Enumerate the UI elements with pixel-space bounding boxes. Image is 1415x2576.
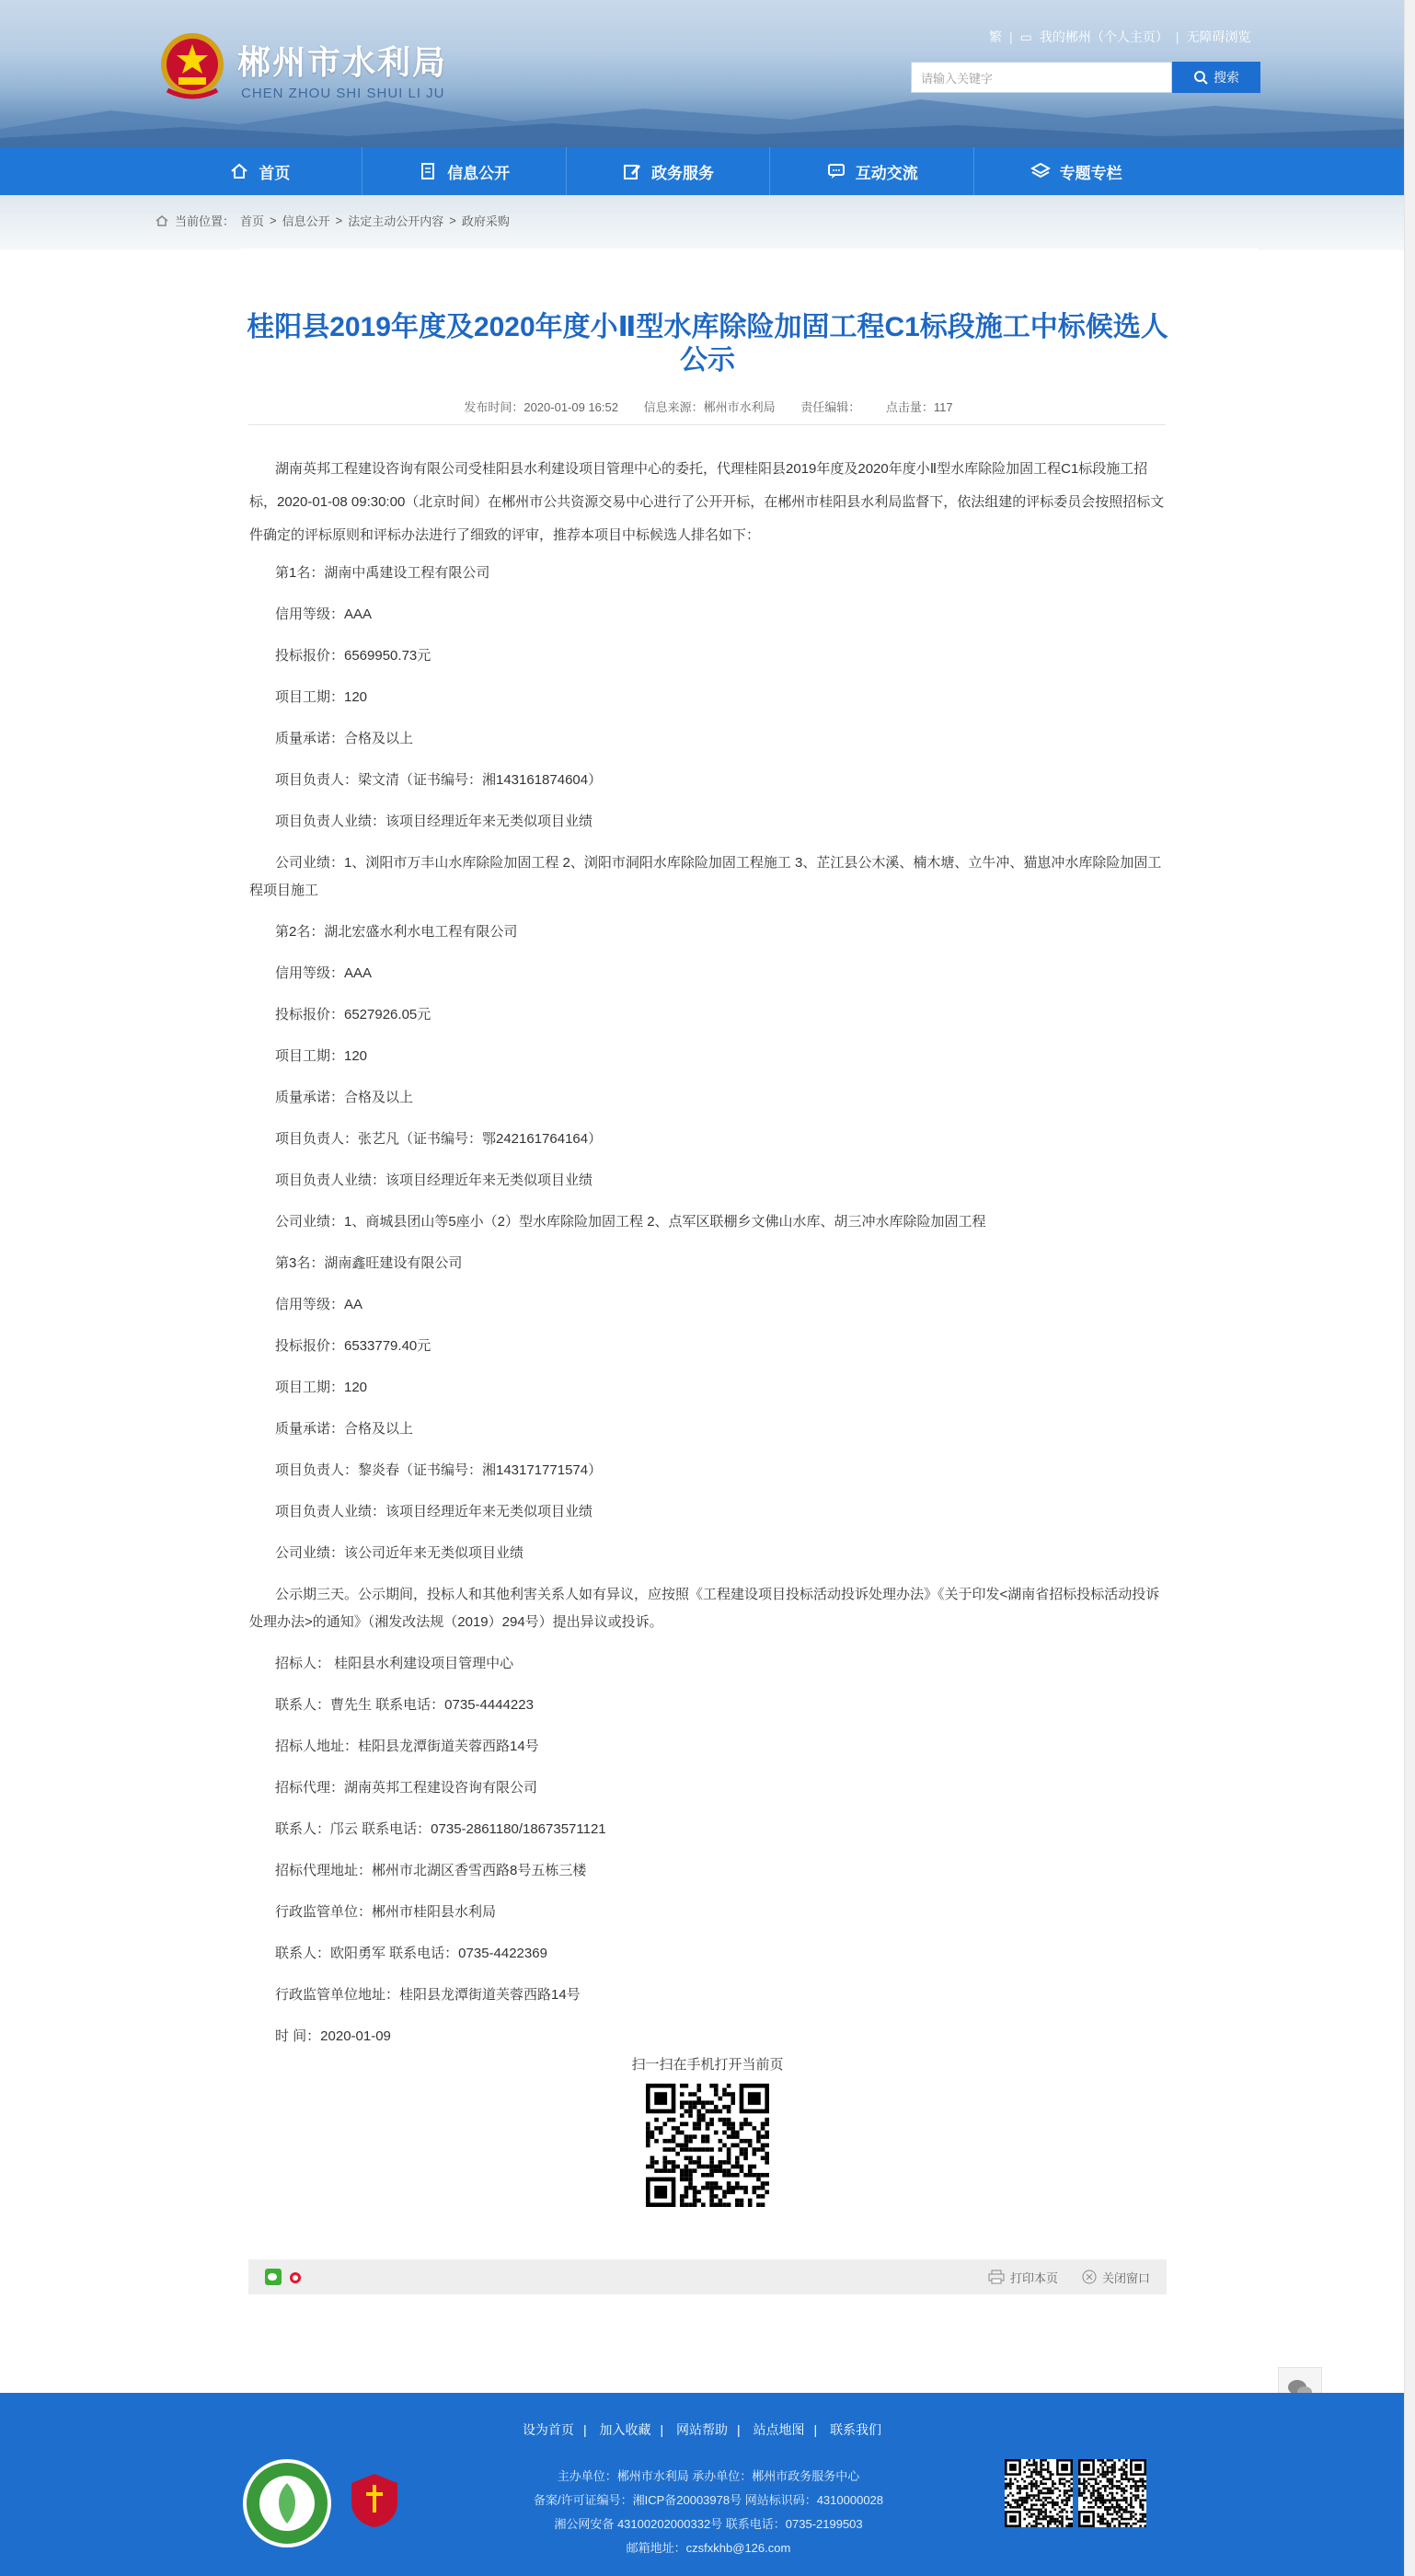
article-paragraph: 联系人：曹先生 联系电话：0735-4444223	[275, 1697, 534, 1713]
separator: |	[1009, 29, 1013, 44]
breadcrumb-statutory[interactable]: 法定主动公开内容	[348, 214, 444, 228]
traditional-chinese-link[interactable]: 繁	[989, 29, 1002, 44]
article-paragraph: 信用等级：AA	[275, 1297, 363, 1312]
article-paragraph: 公示期三天。公示期间，投标人和其他利害关系人如有异议，应按照《工程建设项目投标活动投诉处理办法》《关于印发<湖南省招标投标活动投诉处理办法>的通知》（湘发改法规（2019）294号）提出异议或投诉。	[249, 1587, 1160, 1630]
breadcrumb-separator: >	[335, 214, 343, 227]
article-paragraph: 项目负责人业绩：该项目经理近年来无类似项目业绩	[275, 814, 593, 829]
article-paragraph: 行政监管单位地址：桂阳县龙潭街道芙蓉西路14号	[275, 1987, 581, 2003]
share-bar	[248, 2259, 1167, 2294]
article-paragraph: 项目负责人：黎炎春（证书编号：湘143171771574）	[275, 1462, 603, 1478]
article-paragraph: 招标人： 桂阳县水利建设项目管理中心	[275, 1656, 514, 1671]
search-button[interactable]	[1172, 62, 1260, 93]
main-nav	[0, 147, 1415, 195]
article-paragraph: 信用等级：AAA	[275, 606, 373, 622]
article-paragraph: 投标报价：6527926.05元	[275, 1007, 431, 1022]
article-meta	[248, 398, 1168, 415]
national-emblem-icon	[158, 29, 226, 103]
article-paragraph: 项目负责人：张艺凡（证书编号：鄂242161764164）	[275, 1131, 603, 1147]
site-name-en: CHEN ZHOU SHI SHUI LI JU	[241, 86, 445, 101]
footer-qr-code-2	[1078, 2459, 1146, 2527]
site-footer	[0, 2393, 1404, 2576]
monitor-icon: ▭	[1019, 29, 1032, 44]
article-paragraph: 第2名：湖北宏盛水利水电工程有限公司	[275, 924, 518, 940]
article-intro: 湖南英邦工程建设咨询有限公司受桂阳县水利建设项目管理中心的委托，代理桂阳县2019年度及2020年度小Ⅱ型水库除险加固工程C1标段施工招标，2020-01-08 09:30:00（北京时间）在郴州市公共资源交易中心进行了公开开标，在郴州市桂阳县水利局监督下，依法组建的评标委员会按照招标文件确定的评标原则和评标办法进行了细致的评审，推荐本项目中标候选人排名如下：	[249, 461, 1165, 543]
breadcrumb-band	[0, 195, 1415, 250]
article-paragraph: 公司业绩：1、浏阳市万丰山水库除险加固工程 2、浏阳市洞阳水库除险加固工程施工 3、芷江县公木溪、楠木塘、立牛冲、猫崽冲水库除险加固工程项目施工	[249, 855, 1162, 898]
article-paragraph: 联系人：邝云 联系电话：0735-2861180/18673571121	[275, 1821, 606, 1837]
nav-item-special-topics[interactable]	[974, 147, 1178, 195]
nav-item-gov-services[interactable]	[567, 147, 771, 195]
wechat-share-icon[interactable]	[265, 2269, 282, 2285]
civilized-unit-badge-icon[interactable]	[241, 2457, 333, 2549]
close-label: 关闭窗口	[1101, 2270, 1150, 2285]
responsible-editor: 责任编辑：	[800, 400, 861, 414]
document-icon	[418, 161, 438, 181]
article-body	[249, 453, 1166, 2064]
footer-link-set-home[interactable]: 设为首页	[522, 2422, 574, 2437]
article-paragraph: 项目工期：120	[275, 689, 368, 705]
click-count: 点击量：117	[885, 400, 953, 414]
breadcrumb-home[interactable]: 首页	[240, 214, 265, 228]
nav-item-label: 专题专栏	[1059, 164, 1122, 182]
article-paragraph: 第3名：湖南鑫旺建设有限公司	[275, 1255, 463, 1271]
breadcrumb	[155, 212, 510, 229]
article-paragraph: 公司业绩：该公司近年来无类似项目业绩	[275, 1545, 524, 1561]
search-button-label: 搜索	[1214, 70, 1239, 85]
scrollbar[interactable]	[1404, 0, 1415, 2576]
article-paragraph: 项目工期：120	[275, 1380, 368, 1395]
article-paragraph: 项目负责人业绩：该项目经理近年来无类似项目业绩	[275, 1172, 593, 1188]
breadcrumb-prefix: 当前位置：	[175, 214, 236, 228]
footer-link-favorite[interactable]: 加入收藏	[599, 2422, 651, 2437]
print-button[interactable]	[988, 2269, 1058, 2286]
footer-qr-code-1	[1005, 2459, 1073, 2527]
nav-item-label: 互动交流	[855, 164, 918, 182]
info-source: 信息来源：郴州市水利局	[643, 400, 776, 414]
article-paragraph: 时 间：2020-01-09	[275, 2028, 391, 2044]
article-paragraph: 项目负责人业绩：该项目经理近年来无类似项目业绩	[275, 1504, 593, 1519]
footer-link-sitemap[interactable]: 站点地图	[753, 2422, 805, 2437]
article-title: 桂阳县2019年度及2020年度小Ⅱ型水库除险加固工程C1标段施工中标候选人公示	[247, 312, 1168, 375]
article-paragraph: 投标报价：6569950.73元	[275, 648, 431, 664]
search-input[interactable]	[911, 62, 1172, 93]
article-paragraph: 质量承诺：合格及以上	[275, 731, 414, 746]
close-window-button[interactable]	[1082, 2269, 1150, 2286]
footer-icp: 备案/许可证编号：湘ICP备20003978号 网站标识码：4310000028	[533, 2493, 884, 2507]
breadcrumb-procurement[interactable]: 政府采购	[461, 214, 510, 228]
weibo-share-icon[interactable]	[287, 2269, 304, 2285]
gov-site-identifier-icon[interactable]	[350, 2472, 399, 2529]
print-label: 打印本页	[1009, 2270, 1058, 2285]
footer-email: 邮箱地址：czsfxkhb@126.com	[626, 2541, 791, 2555]
footer-links: 设为首页 | 加入收藏 | 网站帮助 | 站点地图 | 联系我们	[522, 2422, 882, 2437]
nav-item-label: 政务服务	[650, 164, 714, 182]
article-paragraph: 质量承诺：合格及以上	[275, 1090, 414, 1105]
nav-item-home[interactable]	[158, 147, 362, 195]
article-paragraph: 投标报价：6533779.40元	[275, 1338, 431, 1354]
article-paragraph: 公司业绩：1、商城县团山等5座小（2）型水库除险加固工程 2、点军区联棚乡文佛山水库、胡三冲水库除险加固工程	[275, 1214, 986, 1230]
separator: |	[1175, 29, 1179, 44]
article-paragraphs	[249, 560, 1166, 2050]
publish-time: 发布时间：2020-01-09 16:52	[464, 400, 618, 414]
article-paragraph: 信用等级：AAA	[275, 965, 373, 981]
nav-item-interaction[interactable]	[770, 147, 974, 195]
footer-link-help[interactable]: 网站帮助	[676, 2422, 728, 2437]
home-icon	[155, 214, 169, 227]
edit-icon	[622, 161, 642, 181]
accessibility-link[interactable]: 无障碍浏览	[1186, 29, 1251, 44]
article-paragraph: 联系人：欧阳勇军 联系电话：0735-4422369	[275, 1946, 547, 1961]
article-paragraph: 行政监管单位：郴州市桂阳县水利局	[275, 1904, 497, 1920]
chat-icon	[826, 161, 846, 181]
personal-homepage-link[interactable]: 我的郴州（个人主页）	[1039, 29, 1168, 44]
article-paragraph: 项目负责人：梁文清（证书编号：湘143161874604）	[275, 772, 603, 788]
breadcrumb-separator: >	[449, 214, 456, 227]
article-paragraph: 招标人地址：桂阳县龙潭街道芙蓉西路14号	[275, 1739, 539, 1754]
breadcrumb-info-disclosure[interactable]: 信息公开	[282, 214, 330, 228]
article-paragraph: 项目工期：120	[275, 1048, 368, 1064]
footer-sponsor: 主办单位：郴州市水利局 承办单位：郴州市政务服务中心	[557, 2469, 860, 2483]
printer-icon	[988, 2270, 1005, 2284]
nav-item-info-disclosure[interactable]	[362, 147, 567, 195]
article-paragraph: 招标代理：湖南英邦工程建设咨询有限公司	[275, 1780, 538, 1796]
close-icon	[1082, 2270, 1097, 2284]
site-header	[0, 0, 1415, 147]
article-paragraph: 招标代理地址：郴州市北湖区香雪西路8号五栋三楼	[275, 1863, 587, 1878]
footer-police-record: 湘公网安备 43100202000332号 联系电话：0735-2199503	[554, 2517, 863, 2531]
breadcrumb-separator: >	[270, 214, 277, 227]
nav-item-label: 信息公开	[447, 164, 511, 182]
article-paragraph: 第1名：湖南中禹建设工程有限公司	[275, 565, 490, 581]
title-divider	[248, 424, 1166, 425]
qr-label: 扫一扫在手机打开当前页	[631, 2057, 784, 2073]
footer-link-contact[interactable]: 联系我们	[830, 2422, 882, 2437]
search-placeholder: 请输入关键字	[921, 71, 994, 86]
article-paragraph: 质量承诺：合格及以上	[275, 1421, 414, 1437]
layers-icon	[1030, 161, 1051, 181]
page-qr-code	[646, 2084, 769, 2207]
home-icon	[229, 161, 249, 181]
top-links	[989, 28, 1251, 46]
site-name: 郴州市水利局	[237, 43, 448, 81]
nav-item-label: 首页	[259, 164, 291, 182]
footer-info	[442, 2465, 975, 2560]
search-icon	[1193, 70, 1208, 85]
